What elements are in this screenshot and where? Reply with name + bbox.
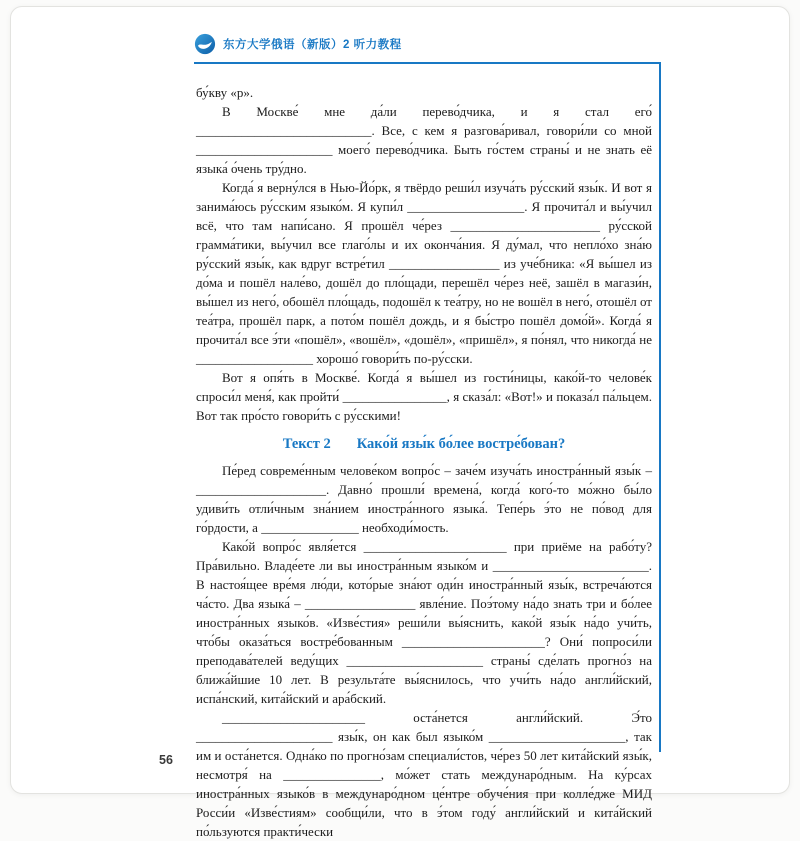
paragraph: Когда́ я верну́лся в Нью-Йо́рк, я твёрдо реши́л изуча́ть ру́сский язы́к. И вот я занима́юсь ру́сским языко́м. Я купи́л __________________. Я прочита́л и вы́учил всё, что там напи́сано. Я прошёл че́рез _______________________ ру́сской грамма́тики, вы́учил все глаго́лы и их оконча́ния. Я ду́мал, что непло́хо зна́ю ру́сский язы́к, как вдруг встре́тил _________________ из уче́бника: «Я вы́шел из до́ма и пошёл нале́во, дошёл до пло́щади, перешёл че́рез неё, зашёл в магази́н, вы́шел из него́, обошёл пло́щадь, подошёл к теа́тру, но не вошёл в него́, отошёл от теа́тра, прошёл парк, а пото́м пошёл дождь, и я бы́стро пошёл домо́й». Когда́ я прочита́л все э́ти «пошёл», «вошёл», «дошёл», «пришёл», я по́нял, что никогда́ не __________________ хорошо́ говори́ть по-ру́сски.	[196, 180, 652, 366]
section-question: Како́й язы́к бо́лее востре́бован?	[356, 436, 566, 452]
page-number: 56	[159, 753, 173, 767]
section-title	[196, 434, 652, 454]
book-page	[10, 6, 790, 839]
paragraph: Пе́ред совреме́нным челове́ком вопро́с – заче́м изуча́ть иностра́нный язы́к – ____________________. Давно́ прошли́ времена́, когда́ кого́-то мо́жно бы́ло удиви́ть отли́чным зна́нием иностра́нного языка́. Тепе́рь э́то не по́вод для го́рдости, а _______________ необходи́мость.	[196, 463, 652, 535]
publisher-wave-logo-icon	[194, 33, 216, 55]
paragraph-continuation: бу́кву «р».	[196, 85, 254, 100]
header-rule	[194, 62, 661, 64]
header-title: 东方大学俄语（新版）2 听力教程	[223, 39, 402, 51]
text-content	[196, 83, 652, 841]
page-header	[194, 33, 402, 55]
paragraph: Како́й вопро́с явля́ется ______________________ при приёме на рабо́ту? Пра́вильно. Владе́ете ли вы иностра́нным языко́м и ________________________. В настоя́щее вре́мя лю́ди, кото́рые зна́ют оди́н иностра́нный язы́к, встреча́ются ча́сто. Два языка́ – _________________ явле́ние. Поэ́тому на́до знать три и бо́лее иностра́нных языко́в. «Изве́стия» реши́ли вы́яснить, како́й язы́к на́до учи́ть, что́бы оказа́ться востре́бованным ______________________? Они́ попроси́ли преподава́телей веду́щих _____________________ страны́ сде́лать прогно́з на ближа́йшие 10 лет. В результа́те вы́яснилось, что учи́ть на́до англи́йский, испа́нский, кита́йский и ара́бский.	[196, 539, 652, 706]
paragraph: В Москве́ мне да́ли перево́дчика, и я стал его́ ___________________________. Все, с кем я разгова́ривал, говори́ли со мной _____________________ моего́ перево́дчика. Быть го́стем страны́ и не знать её языка́ о́чень тру́дно.	[196, 104, 652, 176]
paragraph: ______________________ оста́нется англи́йский. Э́то _____________________ язы́к, он как был языко́м _____________________, так им и оста́нется. Одна́ко по прогно́зам специали́стов, че́рез 50 лет кита́йский язы́к, несмотря́ на _______________, мо́жет стать междунаро́дным. На ку́рсах иностра́нных языко́в в междунаро́дном це́нтре обуче́ния при колле́дже МИД Росси́и «Изве́стиям» сообщи́ли, что в э́том году́ англи́йский и кита́йский по́льзуются практи́чески	[196, 710, 652, 839]
section-label: Текст 2	[282, 436, 331, 452]
right-margin-rule	[659, 62, 661, 752]
paragraph: Вот я опя́ть в Москве́. Когда́ я вы́шел из гости́ницы, како́й-то челове́к спроси́л меня́, как пройти́ ________________, я сказа́л: «Вот!» и показа́л па́льцем. Вот так про́сто говори́ть с ру́сскими!	[196, 370, 652, 423]
